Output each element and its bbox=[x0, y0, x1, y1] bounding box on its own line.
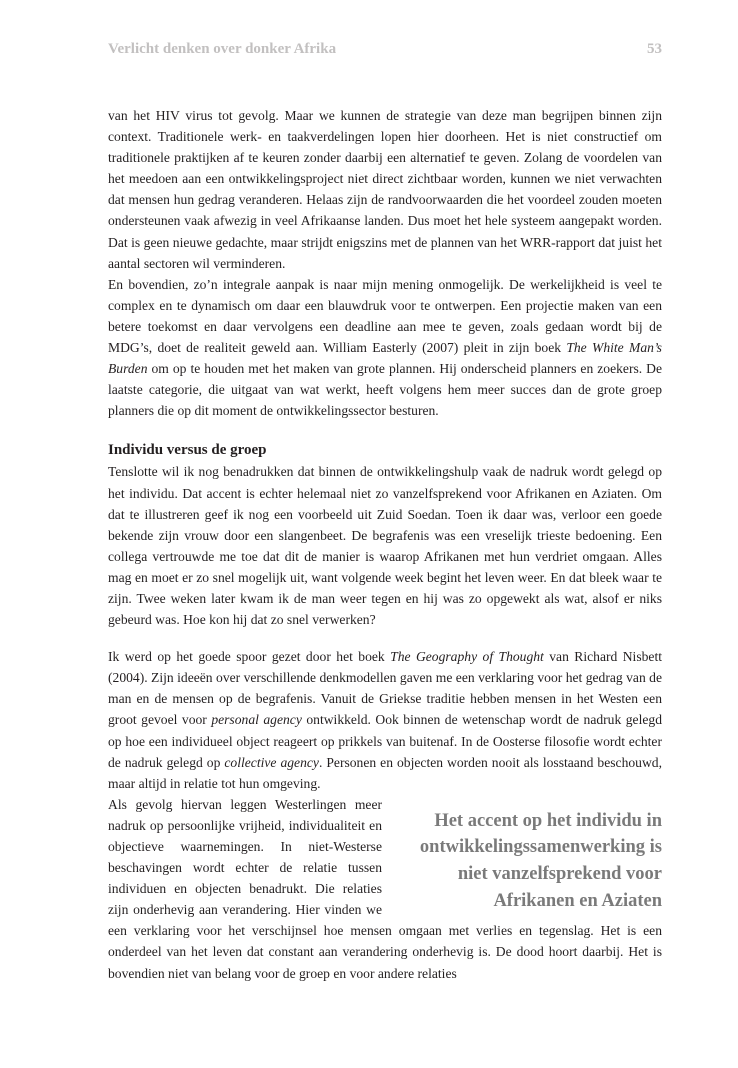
paragraph: van het HIV virus tot gevolg. Maar we kunnen de strategie van deze man begrijpen binnen zijn context. Traditionele werk- en taakverdelingen lopen hier doorheen. Het is niet constructief om traditionele praktijken af te keuren zonder daarbij een alternatief te geven. Zolang de voordelen van het meedoen aan een ontwikkelingsproject niet direct zichtbaar worden, kunnen we niet verwachten dat mensen hun gedrag veranderen. Helaas zijn de randvoorwaarden die het voordeel zouden moeten ondersteunen vaak afwezig in veel Afrikaanse landen. Dus moet het hele systeem aangepakt worden. Dat is geen nieuwe gedachte, maar strijdt enigszins met de plannen van het WRR-rapport dat juist het aantal sectoren wil verminderen. bbox=[108, 108, 662, 271]
paragraph: Tenslotte wil ik nog benadrukken dat binnen de ontwikkelingshulp vaak de nadruk wordt gelegd op het individu. Dat accent is echter helemaal niet zo vanzelfsprekend voor Afrikanen en Aziaten. Om dat te illustreren geef ik nog een voorbeeld uit Zuid Soedan. Toen ik daar was, verloor een goede bekende zijn vrouw door een slangenbeet. De begrafenis was een vreselijk trieste bedoening. Een collega vertrouwde me toe dat dit de manier is waarop Afrikanen met hun verdriet omgaan. Alles mag en moet er zo snel mogelijk uit, want volgende week begint het leven weer. En dat bleek waar te zijn. Twee weken later kwam ik de man weer tegen en hij was zo opgewekt als wat, alsof er niks gebeurd was. Hoe kon hij dat zo snel verwerken? bbox=[108, 464, 662, 628]
section-heading: Individu versus de groep bbox=[108, 442, 267, 459]
pull-quote: Het accent op het individu in ontwikkelingssamenwerking is niet vanzelfsprekend voor Afrikanen en Aziaten bbox=[419, 810, 662, 911]
page-number: 53 bbox=[647, 41, 662, 57]
book-title: The White Man’s Burden bbox=[108, 340, 662, 377]
body-text bbox=[108, 105, 662, 984]
running-title: Verlicht denken over donker Afrika bbox=[108, 41, 337, 57]
term: personal agency bbox=[211, 712, 302, 728]
paragraph: Ik werd op het goede spoor gezet door het boek The Geography of Thought van Richard Nisbett (2004). Zijn ideeën over verschillende denkmodellen gaven me een verklaring voor het gedrag van de man en de mensen op de begrafenis. Vanuit de Griekse traditie hebben mensen in het Westen een groot gevoel voor personal agency ontwikkeld. Ook binnen de wetenschap wordt de nadruk gelegd op hoe een individueel object reageert op prikkels van buitenaf. In de Oosterse filosofie wordt echter de nadruk gelegd op collective agency. Personen en objecten worden nooit als losstaand beschouwd, maar altijd in relatie tot hun omgeving. bbox=[108, 649, 662, 791]
running-header bbox=[108, 41, 662, 58]
paragraph: En bovendien, zo’n integrale aanpak is naar mijn mening onmogelijk. De werkelijkheid is veel te complex en te dynamisch om daar een blauwdruk voor te ontwerpen. Een projectie maken van een betere toekomst en daar vervolgens een deadline aan mee te geven, zoals gedaan wordt bij de MDG’s, doet de realiteit geweld aan. William Easterly (2007) pleit in zijn boek The White Man’s Burden om op te houden met het maken van grote plannen. Hij onderscheid planners en zoekers. De laatste categorie, die uitgaat van wat werkt, heeft volgens hem meer succes dan de grote groep planners die op dit moment de ontwikkelingssector besturen. bbox=[108, 276, 662, 419]
term: collective agency bbox=[224, 754, 319, 770]
book-title: The Geography of Thought bbox=[390, 649, 544, 665]
paragraph: Het accent op het individu in ontwikkelingssamenwerking is niet vanzelfsprekend voor Afrikanen en Aziaten Als gevolg hiervan leggen Westerlingen meer nadruk op persoonlijke vrijheid, individualiteit en objectieve waarnemingen. In niet-Westerse beschavingen wordt echter de relatie tussen individuen en objecten benadrukt. Die relaties zijn onderhevig aan verandering. Hier vinden we een verklaring voor het verschijnsel hoe mensen omgaan met verlies en tegenslag. Het is een onderdeel van het leven dat constant aan verandering onderhevig is. De dood hoort daarbij. Het is bovendien niet van belang voor de groep en voor andere relaties bbox=[108, 794, 662, 984]
